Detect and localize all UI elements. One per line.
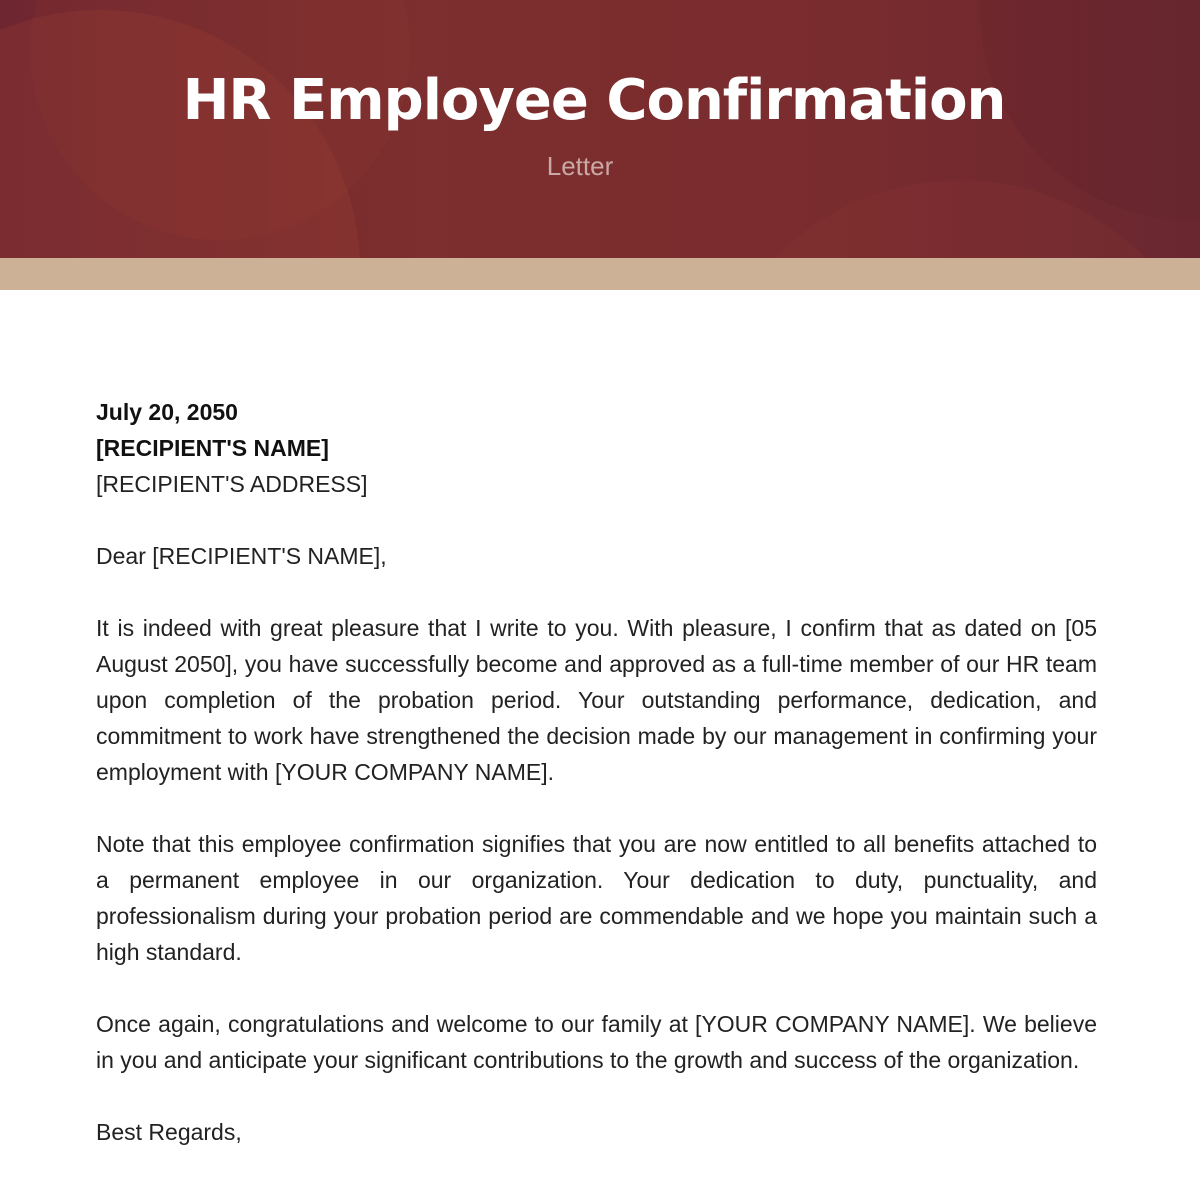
salutation: Dear [RECIPIENT'S NAME], [96,543,387,569]
decorative-circle [0,10,360,258]
letter-paragraph: Once again, congratulations and welcome to our family at [YOUR COMPANY NAME]. We believe in you and anticipate your significant contributions to the growth and success of the organization. [96,1011,1097,1073]
letter-date: July 20, 2050 [96,399,238,425]
recipient-address: [RECIPIENT'S ADDRESS] [96,471,368,497]
accent-band [0,258,1200,290]
decorative-circle [700,180,1200,258]
document-subtitle: Letter [546,151,614,181]
recipient-name: [RECIPIENT'S NAME] [96,435,329,461]
letter-paragraph: It is indeed with great pleasure that I write to you. With pleasure, I confirm that as dated on [05 August 2050], you have successfully become and approved as a full-time member of our HR team upon completion of the probation period. Your outstanding performance, dedication, and commitment to work have strengthened the decision made by our management in confirming your employment with [YOUR COMPANY NAME]. [96,615,1097,785]
closing: Best Regards, [96,1119,242,1145]
letter-paragraph: Note that this employee confirmation signifies that you are now entitled to all benefits attached to a permanent employee in our organization. Your dedication to duty, punctuality, and professionalism during your probation period are commendable and we hope you maintain such a high standard. [96,831,1097,965]
letter-body [96,394,1097,1150]
document-title: HR Employee Confirmation [182,68,1006,133]
header-banner [0,0,1200,258]
